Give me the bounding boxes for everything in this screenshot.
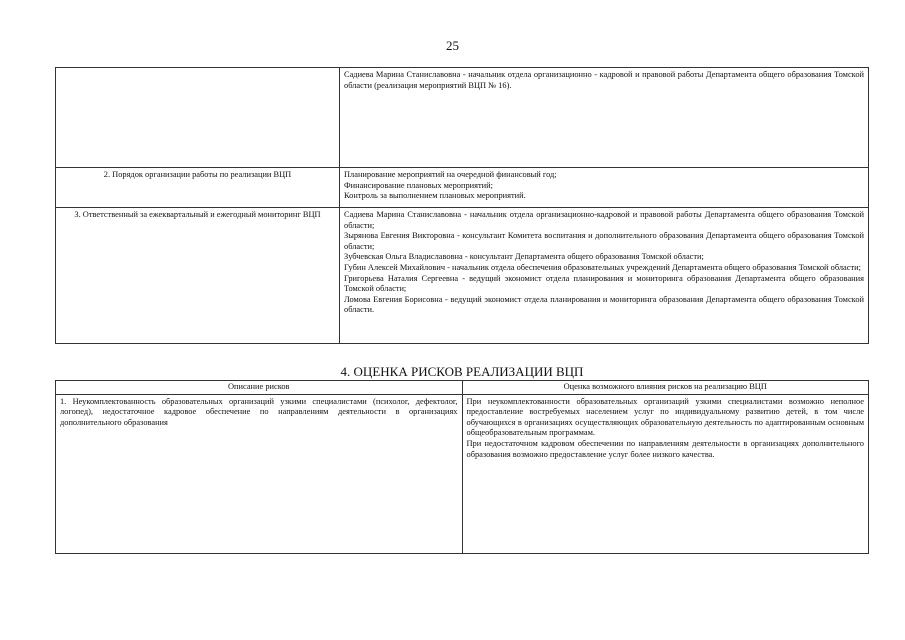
table-row [56,168,869,208]
table-row [56,68,869,168]
risk-impact [462,394,869,553]
content-line: Садиева Марина Станиславовна - начальник отдела организационно - кадровой и правовой работы Департамента общего образования Томской области (реализация мероприятий ВЦП № 16). [344,70,864,90]
row-content [340,208,869,344]
content-line: Контроль за выполнением плановых мероприятий. [344,191,526,201]
impact-paragraph: При неукомплектованности образовательных организаций узкими специалистами возможно неполное предоставление востребуемых населением услуг по индивидуальному развитию детей, в том числе обучающихся в организациях осуществляющих образовательную деятельность по адаптированным основным общеобразовательным программам. [466,396,864,438]
content-line: Планирование мероприятий на очередной финансовый год; [344,170,557,179]
content-line: Зубчевская Ольга Владиславовна - консультант Департамента общего образования Томской области; [344,252,704,262]
table-row [56,394,869,553]
row-content [340,68,869,168]
row-content [340,168,869,208]
row-label: 3. Ответственный за ежеквартальный и ежегодный мониторинг ВЦП [56,208,340,344]
column-header: Описание рисков [56,381,463,395]
content-line: Садиева Марина Станиславовна - начальник отдела организационно-кадровой и правовой работы Департамента общего образования Томской области; [344,210,864,230]
program-info-table [55,67,869,344]
risk-assessment-table [55,380,869,554]
content-line: Губин Алексей Михайлович - начальник отдела обеспечения образовательных учреждений Департамента общего образования Томской области; [344,262,861,272]
content-line: Финансирование плановых мероприятий; [344,180,493,190]
table-header-row [56,381,869,395]
content-line: Ломова Евгения Борисовна - ведущий экономист отдела планирования и мониторинга образования Департамента общего образования Томской области. [344,294,864,315]
row-label [56,68,340,168]
column-header: Оценка возможного влияния рисков на реализацию ВЦП [462,381,869,395]
risk-description: 1. Неукомплектованность образовательных организаций узкими специалистами (психолог, дефектолог, логопед), недостаточное кадровое обеспечение по направлениям деятельности в организациях дополнительного образования [56,394,463,553]
content-line: Зырянова Евгения Викторовна - консультант Комитета воспитания и дополнительного образования Департамента общего образования Томской области; [344,231,864,251]
row-label: 2. Порядок организации работы по реализации ВЦП [56,168,340,208]
table-row [56,208,869,344]
page-number: 25 [446,38,459,53]
content-line: Григорьева Наталия Сергеевна - ведущий экономист отдела планирования и мониторинга образования Департамента общего образования Томской области; [344,273,864,294]
section-title: 4. ОЦЕНКА РИСКОВ РЕАЛИЗАЦИИ ВЦП [340,364,584,379]
impact-paragraph: При недостаточном кадровом обеспечении по направлениям деятельности в организациях дополнительного образования возможно предоставление услуг более низкого качества. [466,438,864,459]
